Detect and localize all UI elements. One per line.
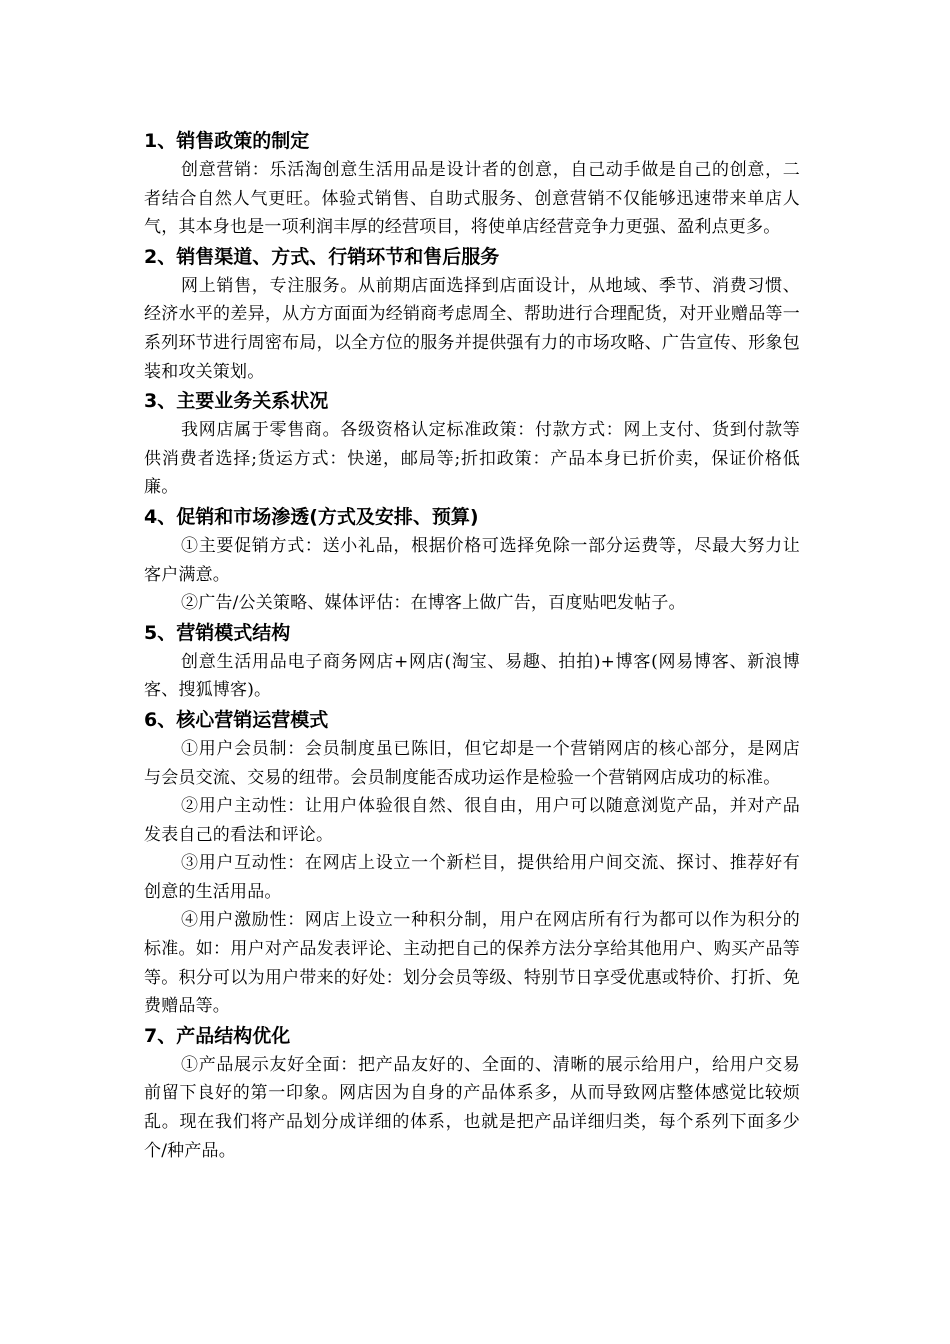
section-heading: 3、主要业务关系状况 xyxy=(144,390,329,413)
document-page xyxy=(144,126,800,1165)
section-7 xyxy=(144,1021,800,1165)
paragraph: 我网店属于零售商。各级资格认定标准政策：付款方式：网上支付、货到付款等供消费者选择;货运方式：快递，邮局等;折扣政策：产品本身已折价卖，保证价格低廉。 xyxy=(144,420,800,498)
paragraph: ②广告/公关策略、媒体评估：在博客上做广告，百度贴吧发帖子。 xyxy=(181,593,686,614)
section-heading: 6、核心营销运营模式 xyxy=(144,708,329,731)
section-heading: 7、产品结构优化 xyxy=(144,1024,291,1047)
paragraph: 创意生活用品电子商务网店+网店(淘宝、易趣、拍拍)+博客(网易博客、新浪博客、搜狐博客)。 xyxy=(144,651,800,701)
paragraph: ①用户会员制：会员制度虽已陈旧，但它却是一个营销网店的核心部分，是网店与会员交流、交易的纽带。会员制度能否成功运作是检验一个营销网店成功的标准。 xyxy=(144,738,800,788)
section-2 xyxy=(144,242,800,386)
section-heading: 5、营销模式结构 xyxy=(144,621,291,644)
paragraph: 创意营销：乐活淘创意生活用品是设计者的创意，自己动手做是自己的创意，二者结合自然人气更旺。体验式销售、自助式服务、创意营销不仅能够迅速带来单店人气，其本身也是一项利润丰厚的经营项目，将使单店经营竞争力更强、盈利点更多。 xyxy=(144,160,800,238)
paragraph: 网上销售，专注服务。从前期店面选择到店面设计，从地域、季节、消费习惯、经济水平的差异，从方方面面为经销商考虑周全、帮助进行合理配货，对开业赠品等一系列环节进行周密布局，以全方位的服务并提供强有力的市场攻略、广告宣传、形象包装和攻关策划。 xyxy=(144,275,800,382)
paragraph: ④用户激励性：网店上设立一种积分制，用户在网店所有行为都可以作为积分的标准。如：用户对产品发表评论、主动把自己的保养方法分享给其他用户、购买产品等等。积分可以为用户带来的好处：划分会员等级、特别节日享受优惠或特价、打折、免费赠品等。 xyxy=(144,910,800,1017)
paragraph: ③用户互动性：在网店上设立一个新栏目，提供给用户间交流、探讨、推荐好有创意的生活用品。 xyxy=(144,853,800,902)
section-6 xyxy=(144,705,800,1021)
section-3 xyxy=(144,386,800,502)
paragraph: ②用户主动性：让用户体验很自然、很自由，用户可以随意浏览产品，并对产品发表自己的看法和评论。 xyxy=(144,796,800,845)
paragraph: ①产品展示友好全面：把产品友好的、全面的、清晰的展示给用户，给用户交易前留下良好的第一印象。网店因为自身的产品体系多，从而导致网店整体感觉比较烦乱。现在我们将产品划分成详细的体系，也就是把产品详细归类，每个系列下面多少个/种产品。 xyxy=(144,1054,800,1161)
section-heading: 4、促销和市场渗透(方式及安排、预算) xyxy=(144,505,479,528)
section-5 xyxy=(144,618,800,705)
section-1 xyxy=(144,126,800,242)
section-heading: 1、销售政策的制定 xyxy=(144,130,310,152)
section-4 xyxy=(144,502,800,618)
paragraph: ①主要促销方式：送小礼品，根据价格可选择免除一部分运费等，尽最大努力让客户满意。 xyxy=(144,535,800,585)
section-heading: 2、销售渠道、方式、行销环节和售后服务 xyxy=(144,245,500,268)
